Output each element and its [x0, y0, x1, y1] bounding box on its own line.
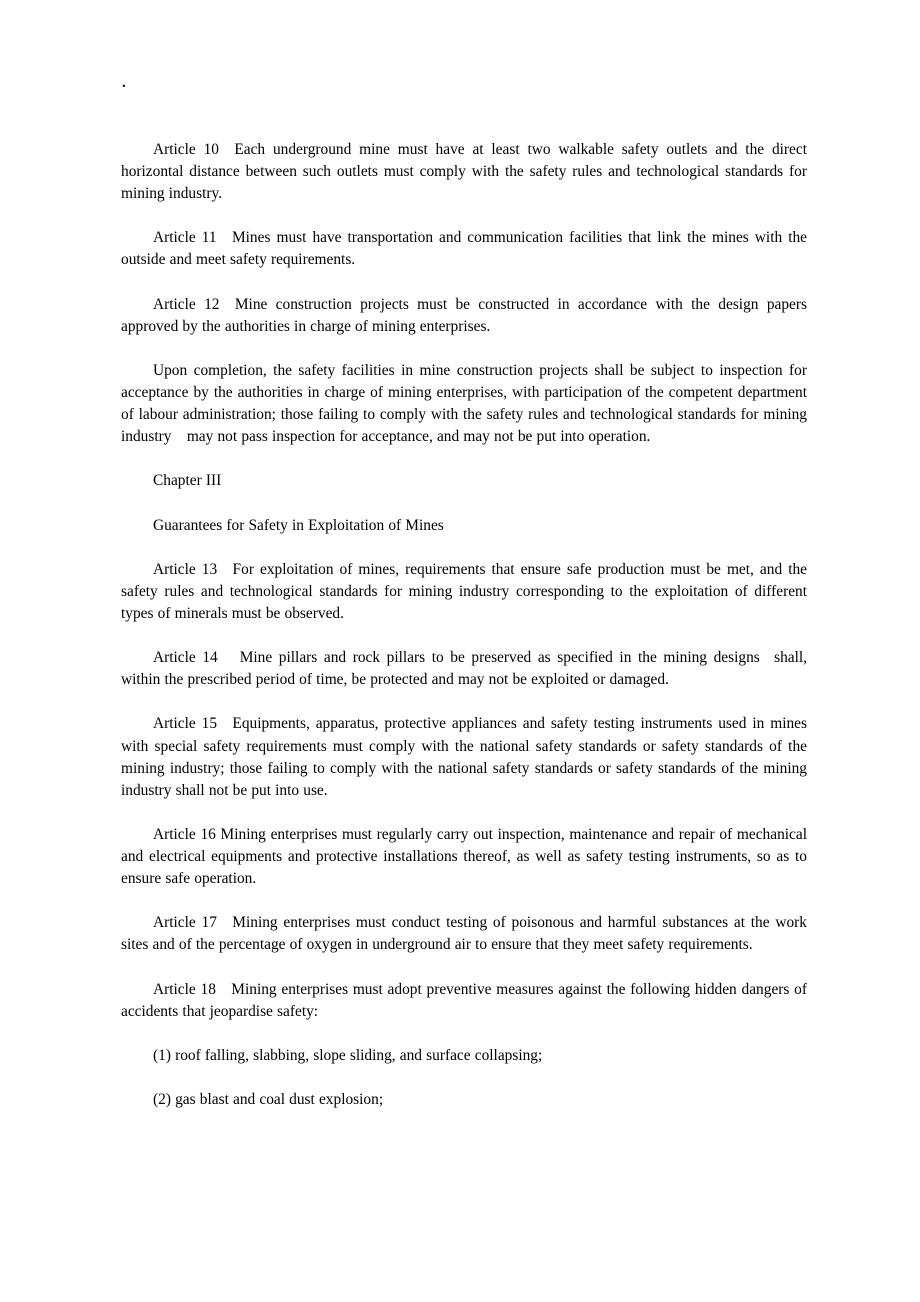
paragraph-article-10: Article 10 Each underground mine must have at least two walkable safety outlets and the direct horizontal distance between such outlets must comply with the safety rules and technological standards for mining industry.: [121, 141, 807, 203]
paragraph-article-11: Article 11 Mines must have transportation and communication facilities that link the mines with the outside and meet safety requirements.: [121, 229, 807, 269]
chapter-3-title: Guarantees for Safety in Exploitation of Mines: [153, 516, 444, 534]
list-item-hidden-danger-1: (1) roof falling, slabbing, slope sliding, and surface collapsing;: [153, 1046, 543, 1064]
paragraph-article-16: Article 16 Mining enterprises must regularly carry out inspection, maintenance and repair of mechanical and electrical equipments and protective installations thereof, as well as safety testing instruments, so as to ensure safe operation.: [121, 825, 807, 888]
leading-dot-mark: .: [122, 75, 126, 91]
paragraph-article-12-acceptance: Upon completion, the safety facilities in mine construction projects shall be subject to inspection for acceptance by the authorities in charge of mining enterprises, with participation of the competent department of labour administration; those failing to comply with the safety rules and technological standards for mining industry may not pass inspection for acceptance, and may not be put into operation.: [121, 361, 807, 446]
document-body: [121, 139, 807, 1111]
chapter-3-heading: Chapter III: [153, 472, 222, 490]
paragraph-article-15: Article 15 Equipments, apparatus, protective appliances and safety testing instruments used in mines with special safety requirements must comply with the national safety standards or safety standards of the mining industry; those failing to comply with the national safety standards or safety standards of the mining industry shall not be put into use.: [121, 715, 807, 799]
paragraph-article-14: Article 14 Mine pillars and rock pillars to be preserved as specified in the mining designs shall, within the prescribed period of time, be protected and may not be exploited or damaged.: [121, 649, 807, 689]
paragraph-article-18: Article 18 Mining enterprises must adopt preventive measures against the following hidden dangers of accidents that jeopardise safety:: [121, 980, 807, 1020]
paragraph-article-17: Article 17 Mining enterprises must conduct testing of poisonous and harmful substances at the work sites and of the percentage of oxygen in underground air to ensure that they meet safety requirements.: [121, 914, 807, 954]
paragraph-article-12: Article 12 Mine construction projects must be constructed in accordance with the design papers approved by the authorities in charge of mining enterprises.: [121, 295, 807, 335]
list-item-hidden-danger-2: (2) gas blast and coal dust explosion;: [153, 1091, 384, 1109]
paragraph-article-13: Article 13 For exploitation of mines, requirements that ensure safe production must be met, and the safety rules and technological standards for mining industry corresponding to the exploitation of different types of minerals must be observed.: [121, 560, 807, 622]
